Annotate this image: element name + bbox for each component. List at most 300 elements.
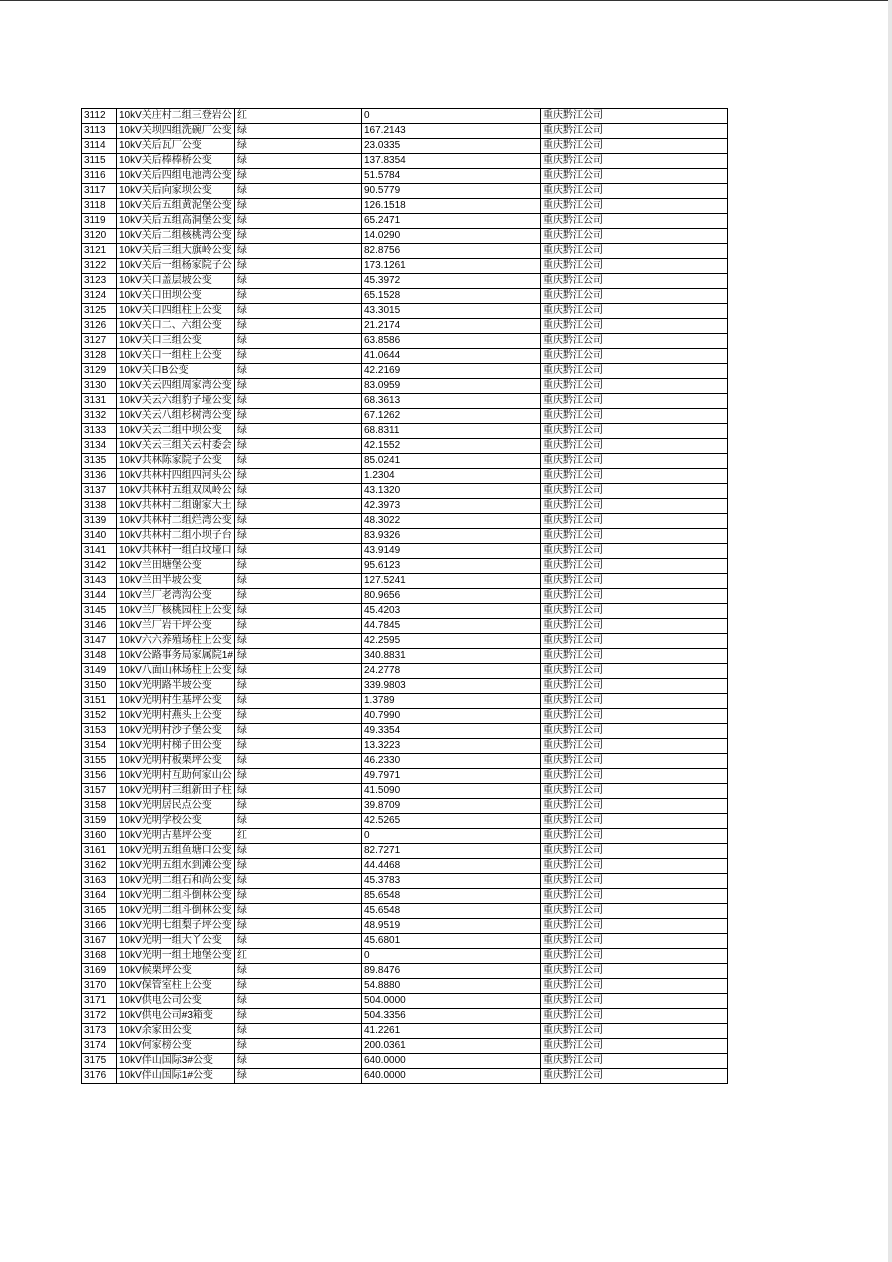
- transformer-name-cell: 10kV光明二组石和尚公变: [117, 874, 235, 889]
- row-id-cell: 3120: [82, 229, 117, 244]
- value-cell: 83.0959: [362, 379, 541, 394]
- status-cell: 红: [235, 949, 362, 964]
- status-cell: 绿: [235, 874, 362, 889]
- value-cell: 41.2261: [362, 1024, 541, 1039]
- transformer-name-cell: 10kV光明学校公变: [117, 814, 235, 829]
- value-cell: 68.8311: [362, 424, 541, 439]
- status-cell: 绿: [235, 454, 362, 469]
- table-row: [82, 109, 728, 124]
- company-cell: 重庆黔江公司: [541, 574, 728, 589]
- table-row: [82, 499, 728, 514]
- value-cell: 89.8476: [362, 964, 541, 979]
- table-row: [82, 319, 728, 334]
- row-id-cell: 3148: [82, 649, 117, 664]
- row-id-cell: 3132: [82, 409, 117, 424]
- company-cell: 重庆黔江公司: [541, 514, 728, 529]
- transformer-name-cell: 10kV光明村板栗坪公变: [117, 754, 235, 769]
- page-top-rule: [0, 0, 892, 1]
- table-row: [82, 514, 728, 529]
- transformer-name-cell: 10kV光明七组梨子坪公变: [117, 919, 235, 934]
- row-id-cell: 3150: [82, 679, 117, 694]
- value-cell: 48.3022: [362, 514, 541, 529]
- status-cell: 绿: [235, 919, 362, 934]
- row-id-cell: 3114: [82, 139, 117, 154]
- row-id-cell: 3172: [82, 1009, 117, 1024]
- table-row: [82, 679, 728, 694]
- page-right-edge: [888, 0, 892, 1262]
- transformer-name-cell: 10kV关庄村二组三登岩公: [117, 109, 235, 124]
- status-cell: 绿: [235, 634, 362, 649]
- row-id-cell: 3121: [82, 244, 117, 259]
- table-row: [82, 649, 728, 664]
- status-cell: 绿: [235, 214, 362, 229]
- transformer-name-cell: 10kV关后四组电池湾公变: [117, 169, 235, 184]
- table-row: [82, 664, 728, 679]
- table-row: [82, 874, 728, 889]
- company-cell: 重庆黔江公司: [541, 244, 728, 259]
- status-cell: 绿: [235, 289, 362, 304]
- table-row: [82, 139, 728, 154]
- row-id-cell: 3133: [82, 424, 117, 439]
- value-cell: 14.0290: [362, 229, 541, 244]
- company-cell: 重庆黔江公司: [541, 814, 728, 829]
- company-cell: 重庆黔江公司: [541, 289, 728, 304]
- value-cell: 63.8586: [362, 334, 541, 349]
- value-cell: 23.0335: [362, 139, 541, 154]
- value-cell: 48.9519: [362, 919, 541, 934]
- table-row: [82, 349, 728, 364]
- status-cell: 红: [235, 109, 362, 124]
- company-cell: 重庆黔江公司: [541, 784, 728, 799]
- row-id-cell: 3143: [82, 574, 117, 589]
- status-cell: 绿: [235, 889, 362, 904]
- row-id-cell: 3145: [82, 604, 117, 619]
- company-cell: 重庆黔江公司: [541, 739, 728, 754]
- transformer-name-cell: 10kV关口盖层坡公变: [117, 274, 235, 289]
- company-cell: 重庆黔江公司: [541, 889, 728, 904]
- table-row: [82, 949, 728, 964]
- table-row: [82, 379, 728, 394]
- transformer-name-cell: 10kV共林村一组白坟垭口: [117, 544, 235, 559]
- transformer-name-cell: 10kV光明村生基坪公变: [117, 694, 235, 709]
- status-cell: 绿: [235, 394, 362, 409]
- table-row: [82, 709, 728, 724]
- row-id-cell: 3170: [82, 979, 117, 994]
- company-cell: 重庆黔江公司: [541, 619, 728, 634]
- transformer-name-cell: 10kV关口三组公变: [117, 334, 235, 349]
- table-row: [82, 169, 728, 184]
- status-cell: 绿: [235, 1009, 362, 1024]
- value-cell: 44.7845: [362, 619, 541, 634]
- row-id-cell: 3144: [82, 589, 117, 604]
- company-cell: 重庆黔江公司: [541, 199, 728, 214]
- value-cell: 49.3354: [362, 724, 541, 739]
- row-id-cell: 3169: [82, 964, 117, 979]
- status-cell: 绿: [235, 784, 362, 799]
- transformer-name-cell: 10kV光明路半坡公变: [117, 679, 235, 694]
- table-row: [82, 844, 728, 859]
- transformer-name-cell: 10kV光明五组鱼塘口公变: [117, 844, 235, 859]
- status-cell: 绿: [235, 1069, 362, 1084]
- value-cell: 44.4468: [362, 859, 541, 874]
- value-cell: 83.9326: [362, 529, 541, 544]
- table-row: [82, 154, 728, 169]
- row-id-cell: 3165: [82, 904, 117, 919]
- status-cell: 绿: [235, 274, 362, 289]
- company-cell: 重庆黔江公司: [541, 934, 728, 949]
- transformer-name-cell: 10kV关云三组关云村委会: [117, 439, 235, 454]
- company-cell: 重庆黔江公司: [541, 454, 728, 469]
- transformer-name-cell: 10kV共林村五组双凤岭公: [117, 484, 235, 499]
- value-cell: 41.0644: [362, 349, 541, 364]
- company-cell: 重庆黔江公司: [541, 799, 728, 814]
- company-cell: 重庆黔江公司: [541, 1069, 728, 1084]
- row-id-cell: 3157: [82, 784, 117, 799]
- row-id-cell: 3140: [82, 529, 117, 544]
- table-row: [82, 559, 728, 574]
- company-cell: 重庆黔江公司: [541, 859, 728, 874]
- value-cell: 51.5784: [362, 169, 541, 184]
- status-cell: 绿: [235, 964, 362, 979]
- transformer-name-cell: 10kV候栗坪公变: [117, 964, 235, 979]
- transformer-name-cell: 10kV关后三组大旗岭公变: [117, 244, 235, 259]
- status-cell: 绿: [235, 304, 362, 319]
- value-cell: 46.2330: [362, 754, 541, 769]
- transformer-name-cell: 10kV光明一组土地堡公变: [117, 949, 235, 964]
- value-cell: 85.6548: [362, 889, 541, 904]
- transformer-name-cell: 10kV共林村二组小坝子台: [117, 529, 235, 544]
- table-row: [82, 304, 728, 319]
- company-cell: 重庆黔江公司: [541, 904, 728, 919]
- transformer-name-cell: 10kV兰田塘堡公变: [117, 559, 235, 574]
- status-cell: 绿: [235, 379, 362, 394]
- status-cell: 绿: [235, 589, 362, 604]
- table-row: [82, 229, 728, 244]
- status-cell: 绿: [235, 664, 362, 679]
- table-row: [82, 484, 728, 499]
- transformer-name-cell: 10kV关云四组周家湾公变: [117, 379, 235, 394]
- table-row: [82, 979, 728, 994]
- row-id-cell: 3167: [82, 934, 117, 949]
- row-id-cell: 3164: [82, 889, 117, 904]
- table-row: [82, 1024, 728, 1039]
- transformer-name-cell: 10kV光明一组大丫公变: [117, 934, 235, 949]
- row-id-cell: 3160: [82, 829, 117, 844]
- transformer-name-cell: 10kV关口田坝公变: [117, 289, 235, 304]
- status-cell: 绿: [235, 769, 362, 784]
- row-id-cell: 3124: [82, 289, 117, 304]
- transformer-name-cell: 10kV关云六组豹子垭公变: [117, 394, 235, 409]
- table-row: [82, 919, 728, 934]
- status-cell: 绿: [235, 694, 362, 709]
- row-id-cell: 3152: [82, 709, 117, 724]
- row-id-cell: 3130: [82, 379, 117, 394]
- table-row: [82, 889, 728, 904]
- company-cell: 重庆黔江公司: [541, 379, 728, 394]
- company-cell: 重庆黔江公司: [541, 844, 728, 859]
- company-cell: 重庆黔江公司: [541, 334, 728, 349]
- row-id-cell: 3168: [82, 949, 117, 964]
- row-id-cell: 3151: [82, 694, 117, 709]
- status-cell: 绿: [235, 484, 362, 499]
- row-id-cell: 3113: [82, 124, 117, 139]
- company-cell: 重庆黔江公司: [541, 529, 728, 544]
- value-cell: 42.2169: [362, 364, 541, 379]
- row-id-cell: 3155: [82, 754, 117, 769]
- row-id-cell: 3139: [82, 514, 117, 529]
- company-cell: 重庆黔江公司: [541, 409, 728, 424]
- company-cell: 重庆黔江公司: [541, 154, 728, 169]
- value-cell: 0: [362, 109, 541, 124]
- transformer-name-cell: 10kV关后向家坝公变: [117, 184, 235, 199]
- row-id-cell: 3115: [82, 154, 117, 169]
- table-row: [82, 364, 728, 379]
- status-cell: 绿: [235, 649, 362, 664]
- row-id-cell: 3158: [82, 799, 117, 814]
- company-cell: 重庆黔江公司: [541, 694, 728, 709]
- row-id-cell: 3142: [82, 559, 117, 574]
- value-cell: 1.2304: [362, 469, 541, 484]
- value-cell: 95.6123: [362, 559, 541, 574]
- company-cell: 重庆黔江公司: [541, 1024, 728, 1039]
- table-row: [82, 739, 728, 754]
- row-id-cell: 3175: [82, 1054, 117, 1069]
- value-cell: 85.0241: [362, 454, 541, 469]
- table-row: [82, 184, 728, 199]
- row-id-cell: 3161: [82, 844, 117, 859]
- status-cell: 绿: [235, 724, 362, 739]
- company-cell: 重庆黔江公司: [541, 829, 728, 844]
- transformer-name-cell: 10kV关口四组柱上公变: [117, 304, 235, 319]
- company-cell: 重庆黔江公司: [541, 649, 728, 664]
- company-cell: 重庆黔江公司: [541, 484, 728, 499]
- row-id-cell: 3147: [82, 634, 117, 649]
- transformer-name-cell: 10kV六六养殖场柱上公变: [117, 634, 235, 649]
- value-cell: 68.3613: [362, 394, 541, 409]
- company-cell: 重庆黔江公司: [541, 919, 728, 934]
- transformer-name-cell: 10kV何家榜公变: [117, 1039, 235, 1054]
- row-id-cell: 3116: [82, 169, 117, 184]
- company-cell: 重庆黔江公司: [541, 109, 728, 124]
- company-cell: 重庆黔江公司: [541, 964, 728, 979]
- status-cell: 绿: [235, 1039, 362, 1054]
- company-cell: 重庆黔江公司: [541, 949, 728, 964]
- status-cell: 绿: [235, 934, 362, 949]
- transformer-name-cell: 10kV保管室柱上公变: [117, 979, 235, 994]
- row-id-cell: 3123: [82, 274, 117, 289]
- table-row: [82, 394, 728, 409]
- status-cell: 绿: [235, 259, 362, 274]
- company-cell: 重庆黔江公司: [541, 874, 728, 889]
- transformer-name-cell: 10kV供电公司#3箱变: [117, 1009, 235, 1024]
- company-cell: 重庆黔江公司: [541, 439, 728, 454]
- status-cell: 绿: [235, 139, 362, 154]
- value-cell: 127.5241: [362, 574, 541, 589]
- value-cell: 45.3972: [362, 274, 541, 289]
- table-row: [82, 334, 728, 349]
- transformer-name-cell: 10kV关坝四组洗碗厂公变: [117, 124, 235, 139]
- value-cell: 67.1262: [362, 409, 541, 424]
- status-cell: 绿: [235, 859, 362, 874]
- company-cell: 重庆黔江公司: [541, 559, 728, 574]
- value-cell: 200.0361: [362, 1039, 541, 1054]
- company-cell: 重庆黔江公司: [541, 364, 728, 379]
- company-cell: 重庆黔江公司: [541, 769, 728, 784]
- company-cell: 重庆黔江公司: [541, 424, 728, 439]
- company-cell: 重庆黔江公司: [541, 994, 728, 1009]
- transformer-name-cell: 10kV关后棒棒桥公变: [117, 154, 235, 169]
- status-cell: 绿: [235, 754, 362, 769]
- row-id-cell: 3159: [82, 814, 117, 829]
- value-cell: 39.8709: [362, 799, 541, 814]
- transformer-name-cell: 10kV关后五组黄泥堡公变: [117, 199, 235, 214]
- company-cell: 重庆黔江公司: [541, 664, 728, 679]
- transformer-name-cell: 10kV关后一组杨家院子公: [117, 259, 235, 274]
- status-cell: 绿: [235, 604, 362, 619]
- row-id-cell: 3166: [82, 919, 117, 934]
- value-cell: 42.2595: [362, 634, 541, 649]
- transformer-name-cell: 10kV共林村二组烂湾公变: [117, 514, 235, 529]
- row-id-cell: 3127: [82, 334, 117, 349]
- table-row: [82, 1054, 728, 1069]
- transformer-name-cell: 10kV关后瓦厂公变: [117, 139, 235, 154]
- row-id-cell: 3173: [82, 1024, 117, 1039]
- company-cell: 重庆黔江公司: [541, 604, 728, 619]
- row-id-cell: 3171: [82, 994, 117, 1009]
- row-id-cell: 3156: [82, 769, 117, 784]
- value-cell: 13.3223: [362, 739, 541, 754]
- value-cell: 42.3973: [362, 499, 541, 514]
- table-row: [82, 589, 728, 604]
- row-id-cell: 3154: [82, 739, 117, 754]
- value-cell: 137.8354: [362, 154, 541, 169]
- status-cell: 绿: [235, 244, 362, 259]
- transformer-name-cell: 10kV共林陈家院子公变: [117, 454, 235, 469]
- table-row: [82, 409, 728, 424]
- value-cell: 640.0000: [362, 1054, 541, 1069]
- row-id-cell: 3163: [82, 874, 117, 889]
- value-cell: 43.3015: [362, 304, 541, 319]
- table-row: [82, 724, 728, 739]
- status-cell: 绿: [235, 559, 362, 574]
- table-row: [82, 1039, 728, 1054]
- company-cell: 重庆黔江公司: [541, 139, 728, 154]
- status-cell: 绿: [235, 814, 362, 829]
- value-cell: 24.2778: [362, 664, 541, 679]
- company-cell: 重庆黔江公司: [541, 349, 728, 364]
- company-cell: 重庆黔江公司: [541, 1039, 728, 1054]
- status-cell: 绿: [235, 1054, 362, 1069]
- transformer-name-cell: 10kV光明村沙子堡公变: [117, 724, 235, 739]
- company-cell: 重庆黔江公司: [541, 499, 728, 514]
- transformer-name-cell: 10kV供电公司公变: [117, 994, 235, 1009]
- data-table: [81, 108, 728, 1084]
- status-cell: 绿: [235, 994, 362, 1009]
- transformer-name-cell: 10kV光明村互助何家山公: [117, 769, 235, 784]
- transformer-name-cell: 10kV公路事务局家属院1#: [117, 649, 235, 664]
- transformer-name-cell: 10kV余家田公变: [117, 1024, 235, 1039]
- transformer-name-cell: 10kV关口二、六组公变: [117, 319, 235, 334]
- row-id-cell: 3141: [82, 544, 117, 559]
- value-cell: 45.4203: [362, 604, 541, 619]
- value-cell: 42.5265: [362, 814, 541, 829]
- transformer-name-cell: 10kV共林村四组四河头公: [117, 469, 235, 484]
- value-cell: 504.0000: [362, 994, 541, 1009]
- value-cell: 54.8880: [362, 979, 541, 994]
- company-cell: 重庆黔江公司: [541, 274, 728, 289]
- row-id-cell: 3118: [82, 199, 117, 214]
- table-row: [82, 274, 728, 289]
- status-cell: 绿: [235, 184, 362, 199]
- status-cell: 绿: [235, 424, 362, 439]
- transformer-name-cell: 10kV兰厂岩干坪公变: [117, 619, 235, 634]
- status-cell: 绿: [235, 319, 362, 334]
- status-cell: 绿: [235, 499, 362, 514]
- status-cell: 绿: [235, 439, 362, 454]
- table-row: [82, 964, 728, 979]
- table-row: [82, 634, 728, 649]
- status-cell: 绿: [235, 529, 362, 544]
- transformer-name-cell: 10kV关口一组柱上公变: [117, 349, 235, 364]
- transformer-name-cell: 10kV关后二组核桃湾公变: [117, 229, 235, 244]
- value-cell: 339.9803: [362, 679, 541, 694]
- status-cell: 绿: [235, 169, 362, 184]
- table-row: [82, 604, 728, 619]
- table-row: [82, 214, 728, 229]
- table-row: [82, 859, 728, 874]
- value-cell: 0: [362, 829, 541, 844]
- status-cell: 绿: [235, 979, 362, 994]
- company-cell: 重庆黔江公司: [541, 469, 728, 484]
- row-id-cell: 3117: [82, 184, 117, 199]
- company-cell: 重庆黔江公司: [541, 394, 728, 409]
- value-cell: 41.5090: [362, 784, 541, 799]
- status-cell: 绿: [235, 469, 362, 484]
- value-cell: 45.6548: [362, 904, 541, 919]
- row-id-cell: 3135: [82, 454, 117, 469]
- value-cell: 173.1261: [362, 259, 541, 274]
- table-row: [82, 259, 728, 274]
- company-cell: 重庆黔江公司: [541, 214, 728, 229]
- value-cell: 42.1552: [362, 439, 541, 454]
- transformer-name-cell: 10kV兰田半坡公变: [117, 574, 235, 589]
- table-row: [82, 454, 728, 469]
- table-row: [82, 469, 728, 484]
- table-row: [82, 529, 728, 544]
- company-cell: 重庆黔江公司: [541, 169, 728, 184]
- status-cell: 绿: [235, 1024, 362, 1039]
- table-row: [82, 934, 728, 949]
- transformer-name-cell: 10kV八面山林场柱上公变: [117, 664, 235, 679]
- company-cell: 重庆黔江公司: [541, 319, 728, 334]
- row-id-cell: 3125: [82, 304, 117, 319]
- table-row: [82, 784, 728, 799]
- value-cell: 1.3789: [362, 694, 541, 709]
- status-cell: 绿: [235, 349, 362, 364]
- row-id-cell: 3146: [82, 619, 117, 634]
- value-cell: 0: [362, 949, 541, 964]
- row-id-cell: 3153: [82, 724, 117, 739]
- status-cell: 绿: [235, 364, 362, 379]
- table-row: [82, 1069, 728, 1084]
- row-id-cell: 3134: [82, 439, 117, 454]
- row-id-cell: 3112: [82, 109, 117, 124]
- value-cell: 504.3356: [362, 1009, 541, 1024]
- row-id-cell: 3126: [82, 319, 117, 334]
- transformer-name-cell: 10kV兰厂核桃园柱上公变: [117, 604, 235, 619]
- table-row: [82, 799, 728, 814]
- value-cell: 40.7990: [362, 709, 541, 724]
